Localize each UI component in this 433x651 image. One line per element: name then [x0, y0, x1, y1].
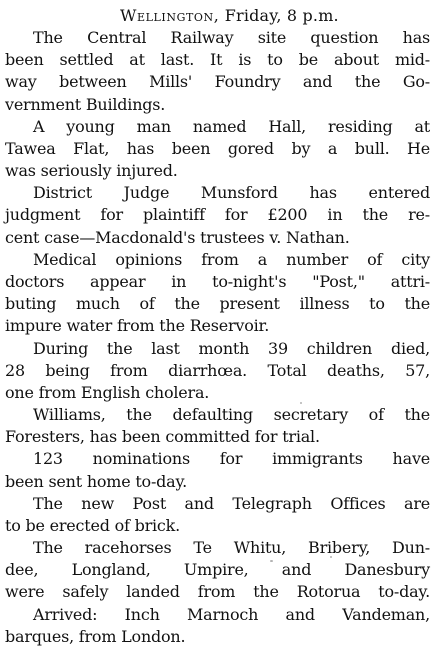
text-line: 123 nominations for immigrants have: [33, 449, 430, 469]
text-line: A young man named Hall, residing at: [33, 116, 430, 136]
text-line: Tawea Flat, has been gored by a bull. He: [5, 138, 430, 158]
text-line: Williams, the defaulting secretary of the: [33, 405, 430, 425]
ink-speck: [270, 560, 273, 562]
text-line: to be erected of brick.: [5, 515, 180, 535]
text-line: vernment Buildings.: [5, 94, 166, 114]
text-line: were safely landed from the Rotorua to-day.: [5, 582, 430, 602]
dateline: [120, 5, 339, 27]
text-line: The Central Railway site question has: [33, 28, 430, 47]
dateline-time: Friday, 8 p.m.: [224, 5, 339, 25]
text-line: impure water from the Reservoir.: [5, 316, 270, 336]
text-line: been settled at last. It is to be about mid-: [5, 50, 430, 70]
text-line: Medical opinions from a number of city: [33, 249, 430, 269]
ink-speck: [238, 128, 241, 131]
text-line: The new Post and Telegraph Offices are: [33, 493, 430, 513]
text-line: During the last month 39 children died,: [33, 338, 430, 358]
text-line: The racehorses Te Whitu, Bribery, Dun-: [33, 538, 430, 558]
text-line: dee, Longland, Umpire, and Danesbury: [5, 560, 430, 580]
text-line: Foresters, has been committed for trial.: [5, 427, 320, 447]
text-line: been sent home to-day.: [5, 471, 188, 491]
text-line: cent case—Macdonald's trustees v. Nathan.: [5, 227, 350, 247]
text-line: judgment for plaintiff for £200 in the re-: [5, 205, 430, 225]
text-line: was seriously injured.: [5, 161, 178, 181]
text-line: buting much of the present illness to the: [5, 294, 430, 314]
ink-speck: [345, 412, 347, 415]
text-line: doctors appear in to-night's "Post," attri-: [5, 271, 430, 291]
text-line: District Judge Munsford has entered: [33, 183, 430, 203]
ink-speck: [300, 402, 302, 404]
text-line: Arrived: Inch Marnoch and Vandeman,: [33, 604, 430, 624]
dateline-place: Wellington,: [120, 5, 220, 25]
text-line: barques, from London.: [5, 626, 186, 646]
text-line: one from English cholera.: [5, 382, 210, 402]
text-line: way between Mills' Foundry and the Go-: [5, 72, 430, 92]
ink-speck: [330, 556, 332, 558]
text-line: 28 being from diarrhœa. Total deaths, 57,: [5, 360, 430, 380]
